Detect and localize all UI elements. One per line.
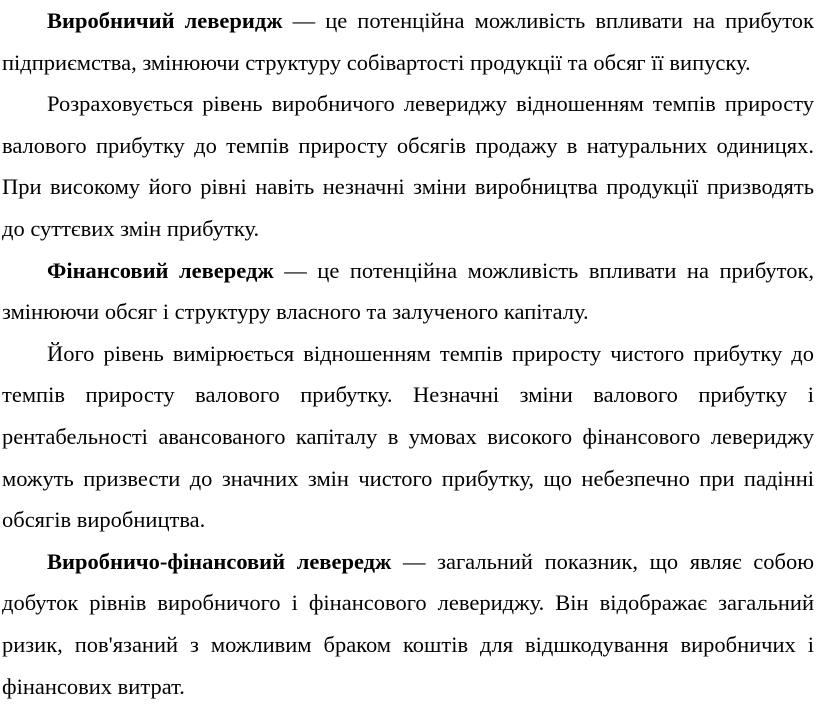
paragraph-combined-leverage — [2, 541, 814, 707]
paragraph-financial-leverage — [2, 250, 814, 333]
definition-production-leverage: — це потенційна можливість впливати на прибуток підприємства, змінюючи структуру собівартості продукції та обсяг її випуску. — [2, 8, 814, 75]
term-combined-leverage: Виробничо-фінансовий левередж — [47, 548, 392, 574]
paragraph-financial-leverage-measurement — [2, 333, 814, 541]
term-financial-leverage: Фінансовий левередж — [47, 257, 274, 283]
paragraph-production-leverage-calculation — [2, 83, 814, 249]
paragraph-text: Розраховується рівень виробничого левериджу відношенням темпів приросту валового прибутку до темпів приросту обсягів продажу в натуральних одиницях. При високому його рівні навіть незначні зміни виробництва продукції призводять до суттєвих змін прибутку. — [2, 91, 814, 241]
definition-combined-leverage: — загальний показник, що являє собою добуток рівнів виробничого і фінансового левериджу. Він відображає загальний ризик, пов'язаний з можливим браком коштів для відшкодування виробничих і фінансових витрат. — [2, 548, 814, 699]
paragraph-production-leverage — [2, 0, 814, 83]
paragraph-text: Його рівень вимірюється відношенням темпів приросту чистого прибутку до темпів приросту валового прибутку. Незначні зміни валового прибутку і рентабельності авансованого капіталу в умовах високого фінансового левериджу можуть призвести до значних змін чистого прибутку, що небезпечно при падінні обсягів виробництва. — [2, 340, 814, 533]
term-production-leverage: Виробничий леверидж — [47, 8, 283, 33]
definition-financial-leverage: — це потенційна можливість впливати на прибуток, змінюючи обсяг і структуру власного та залученого капіталу. — [2, 257, 814, 325]
